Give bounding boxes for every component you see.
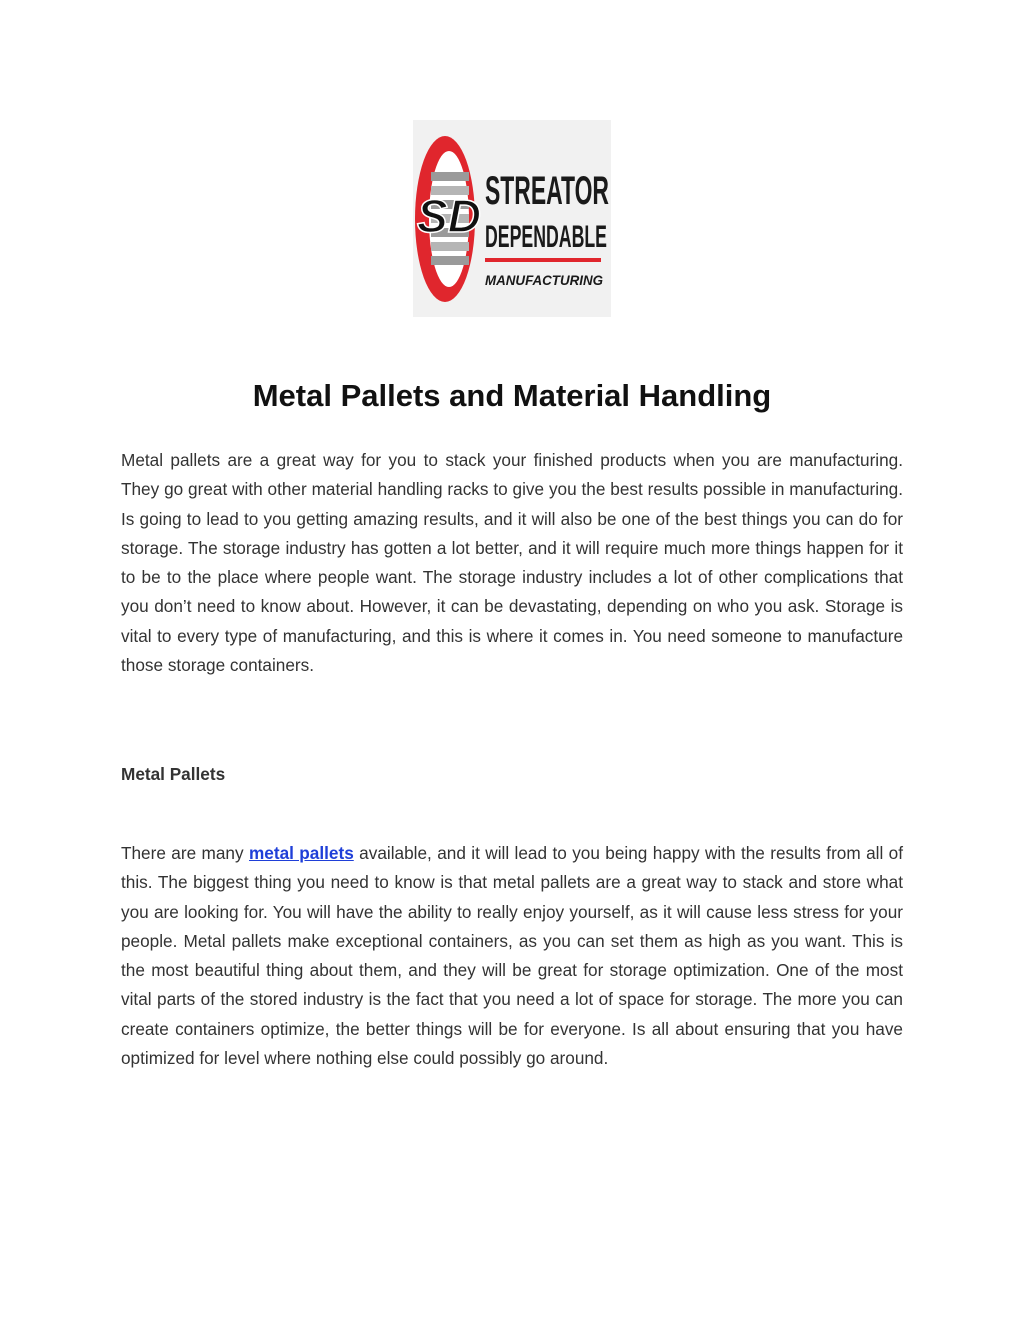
section-text-before-link: There are many — [121, 843, 249, 863]
logo-monogram: SD — [417, 190, 481, 242]
metal-pallets-link[interactable]: metal pallets — [249, 843, 354, 863]
page-title: Metal Pallets and Material Handling — [252, 378, 772, 413]
logo-line-dependable: DEPENDABLE — [485, 218, 607, 254]
section-text-after-link: available, and it will lead to you being happy with the results from all of this. The biggest thing you need to know is that metal pallets are a great way to stack and store what you are looking for. You will have the ability to really enjoy yourself, as it will cause less stress for your people. Metal pallets make exceptional containers, as you can set them as high as you want. This is the most beautiful thing about them, and they will be great for storage optimization. One of the most vital parts of the stored industry is the fact that you need a lot of space for storage. The more you can create containers optimize, the better things will be for everyone. Is all about ensuring that you have optimized for level where nothing else could possibly go around. — [121, 843, 904, 1069]
logo-red-rule — [485, 258, 601, 262]
section-heading: Metal Pallets — [121, 764, 226, 784]
logo-line-streator: STREATOR — [485, 167, 609, 213]
streator-dependable-logo — [413, 120, 611, 317]
section-paragraph — [121, 839, 903, 1073]
company-logo — [413, 120, 611, 317]
intro-paragraph: Metal pallets are a great way for you to stack your finished products when you are manufacturing. They go great with other material handling racks to give you the best results possible in manufacturing. Is going to lead to you getting amazing results, and it will also be one of the best things you can do for storage. The storage industry has gotten a lot better, and it will require much more things happen for it to be to the place where people want. The storage industry includes a lot of other complications that you don’t need to know about. However, it can be devastating, depending on who you ask. Storage is vital to every type of manufacturing, and this is where it comes in. You need someone to manufacture those storage containers. — [121, 450, 903, 676]
logo-line-manufacturing: MANUFACTURING — [485, 272, 604, 288]
